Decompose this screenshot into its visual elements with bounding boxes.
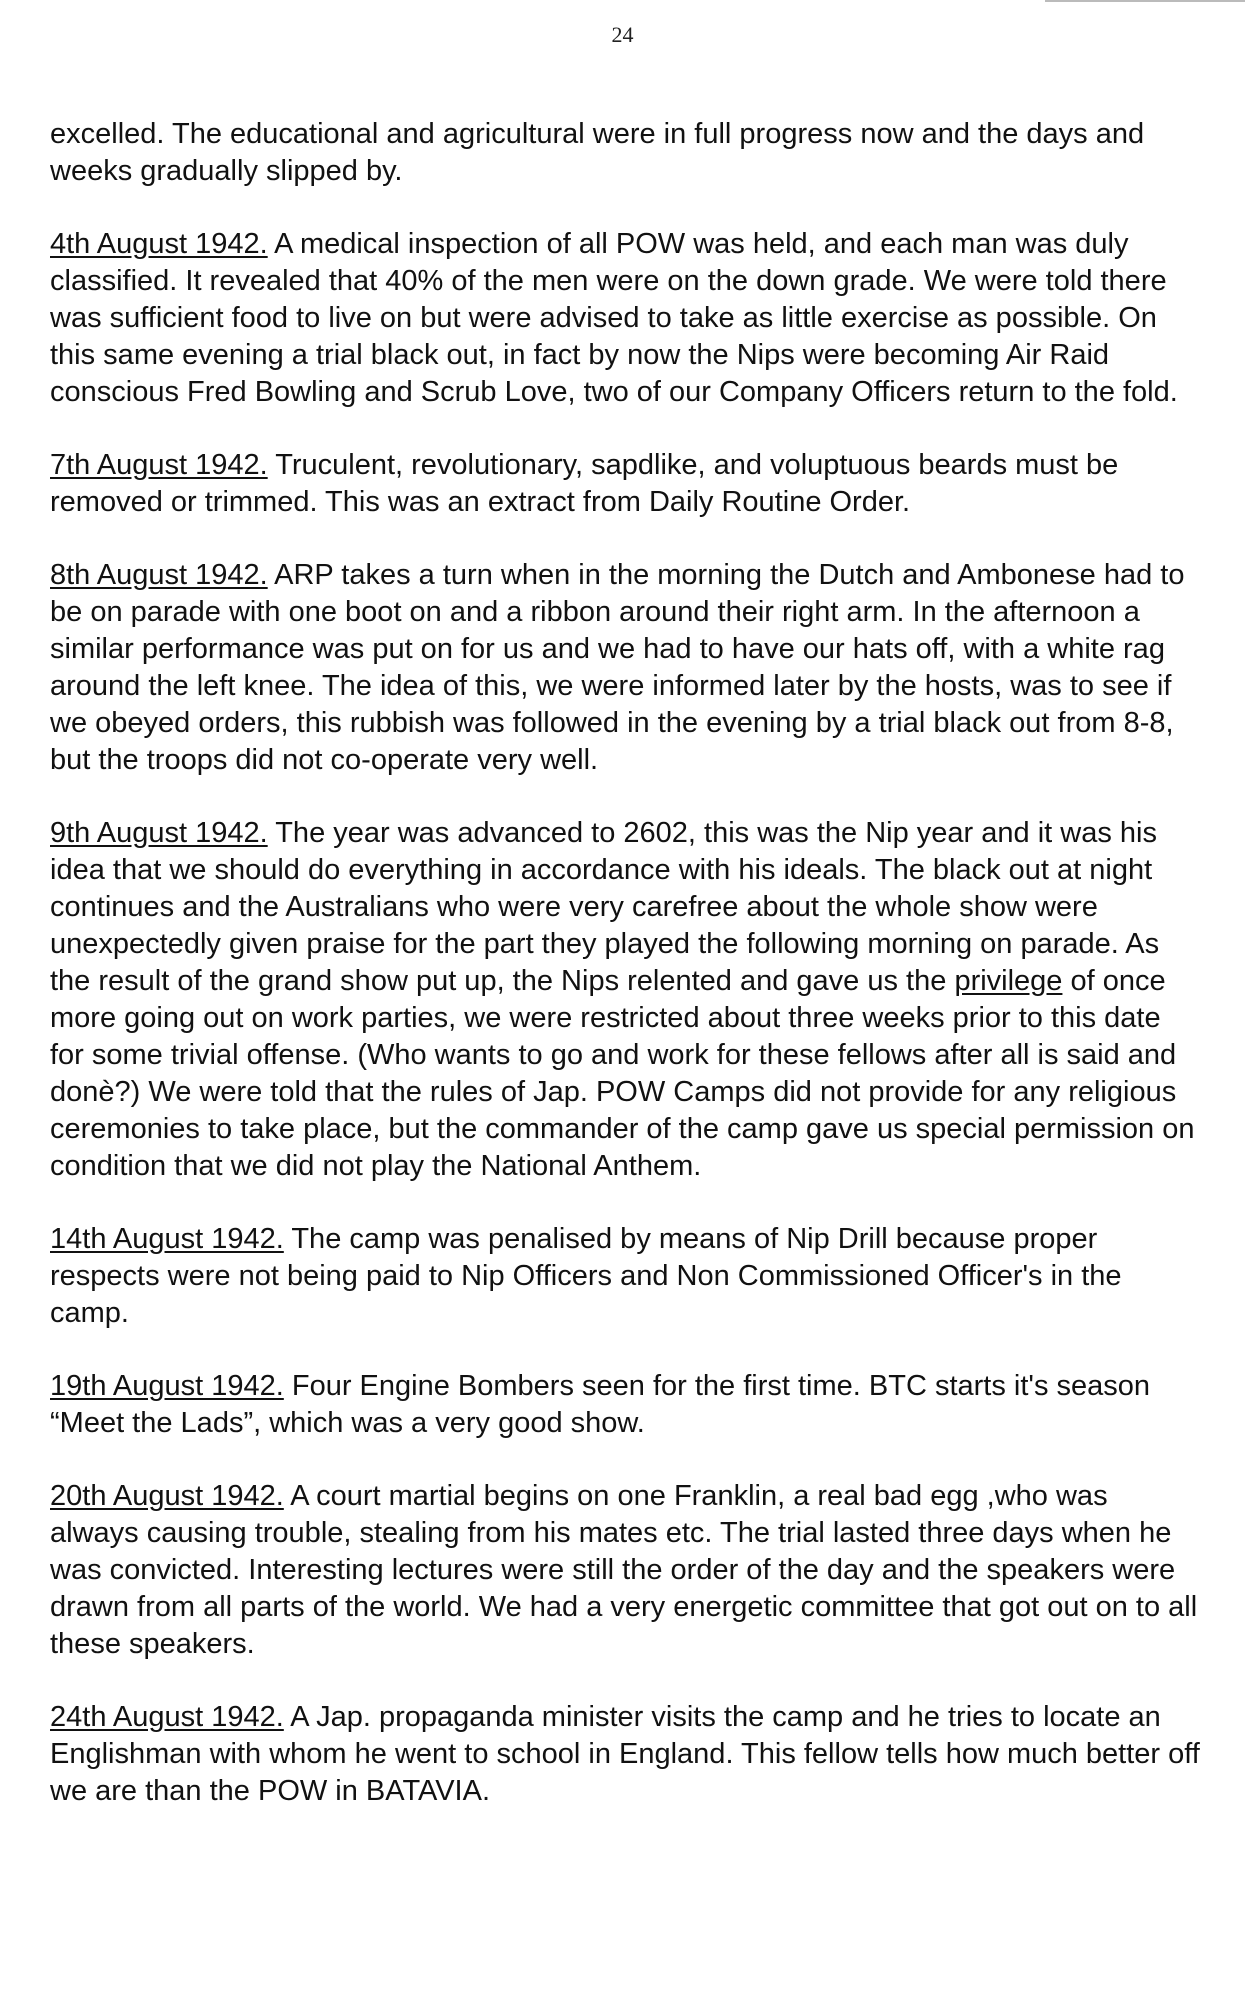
entry-text-after: of once more going out on work parties, we were restricted about three weeks prior to this date for some trivial offense. (Who wants to go and work for these fellows after all is said and donè?) We were told that the rules of Jap. POW Camps did not provide for any religious ceremonies to take place, but the commander of the camp gave us special permission on condition that we did not play the National Anthem. (50, 965, 1195, 1182)
entry-date: 19th August 1942. (50, 1370, 284, 1402)
entry-date: 9th August 1942. (50, 817, 268, 849)
entry-date: 8th August 1942. (50, 559, 268, 591)
diary-entry-7-august (50, 447, 1200, 521)
entry-date: 20th August 1942. (50, 1480, 284, 1512)
intro-text: excelled. The educational and agricultural were in full progress now and the days and weeks gradually slipped by. (50, 118, 1145, 187)
entry-text: Four Engine Bombers seen for the first time. BTC starts it's season “Meet the Lads”, which was a very good show. (50, 1370, 1151, 1439)
entry-text: ARP takes a turn when in the morning the Dutch and Ambonese had to be on parade with one boot on and a ribbon around their right arm. In the afternoon a similar performance was put on for us and we had to have our hats off, with a white rag around the left knee. The idea of this, we were informed later by the hosts, was to see if we obeyed orders, this rubbish was followed in the evening by a trial black out from 8-8, but the troops did not co-operate very well. (50, 559, 1185, 776)
diary-entry-8-august (50, 557, 1200, 779)
page-number: 24 (611, 22, 634, 47)
entry-date: 4th August 1942. (50, 228, 268, 260)
entry-text: A medical inspection of all POW was held, and each man was duly classified. It revealed that 40% of the men were on the down grade. We were told there was sufficient food to live on but were advised to take as little exercise as possible. On this same evening a trial black out, in fact by now the Nips were becoming Air Raid conscious Fred Bowling and Scrub Love, two of our Company Officers return to the fold. (50, 228, 1178, 408)
entry-text: A court martial begins on one Franklin, a real bad egg ,who was always causing trouble, stealing from his mates etc. The trial lasted three days when he was convicted. Interesting lectures were still the order of the day and the speakers were drawn from all parts of the world. We had a very energetic committee that got out on to all these speakers. (50, 1480, 1198, 1660)
diary-entry-20-august (50, 1478, 1200, 1663)
entry-date: 24th August 1942. (50, 1701, 284, 1733)
entry-date: 7th August 1942. (50, 449, 268, 481)
entry-text: The camp was penalised by means of Nip Drill because proper respects were not being paid to Nip Officers and Non Commissioned Officer's in the camp. (50, 1223, 1122, 1329)
diary-entry-24-august (50, 1699, 1200, 1810)
entry-text: Truculent, revolutionary, sapdlike, and voluptuous beards must be removed or trimmed. This was an extract from Daily Routine Order. (50, 449, 1119, 518)
diary-entry-9-august (50, 815, 1200, 1185)
diary-entry-19-august (50, 1368, 1200, 1442)
diary-entry-14-august (50, 1221, 1200, 1332)
underlined-word: privilege (954, 965, 1063, 997)
intro-paragraph (50, 116, 1200, 190)
diary-entry-4-august (50, 226, 1200, 411)
entry-text: A Jap. propaganda minister visits the camp and he tries to locate an Englishman with whom he went to school in England. This fellow tells how much better off we are than the POW in BATAVIA. (50, 1701, 1200, 1807)
diary-page-body (50, 116, 1200, 1846)
entry-date: 14th August 1942. (50, 1223, 284, 1255)
entry-text-before: The year was advanced to 2602, this was the Nip year and it was his idea that we should do everything in accordance with his ideals. The black out at night continues and the Australians who were very carefree about the whole show were unexpectedly given praise for the part they played the following morning on parade. As the result of the grand show put up, the Nips relented and gave us the (50, 817, 1160, 997)
top-edge-rule (1045, 0, 1245, 2)
